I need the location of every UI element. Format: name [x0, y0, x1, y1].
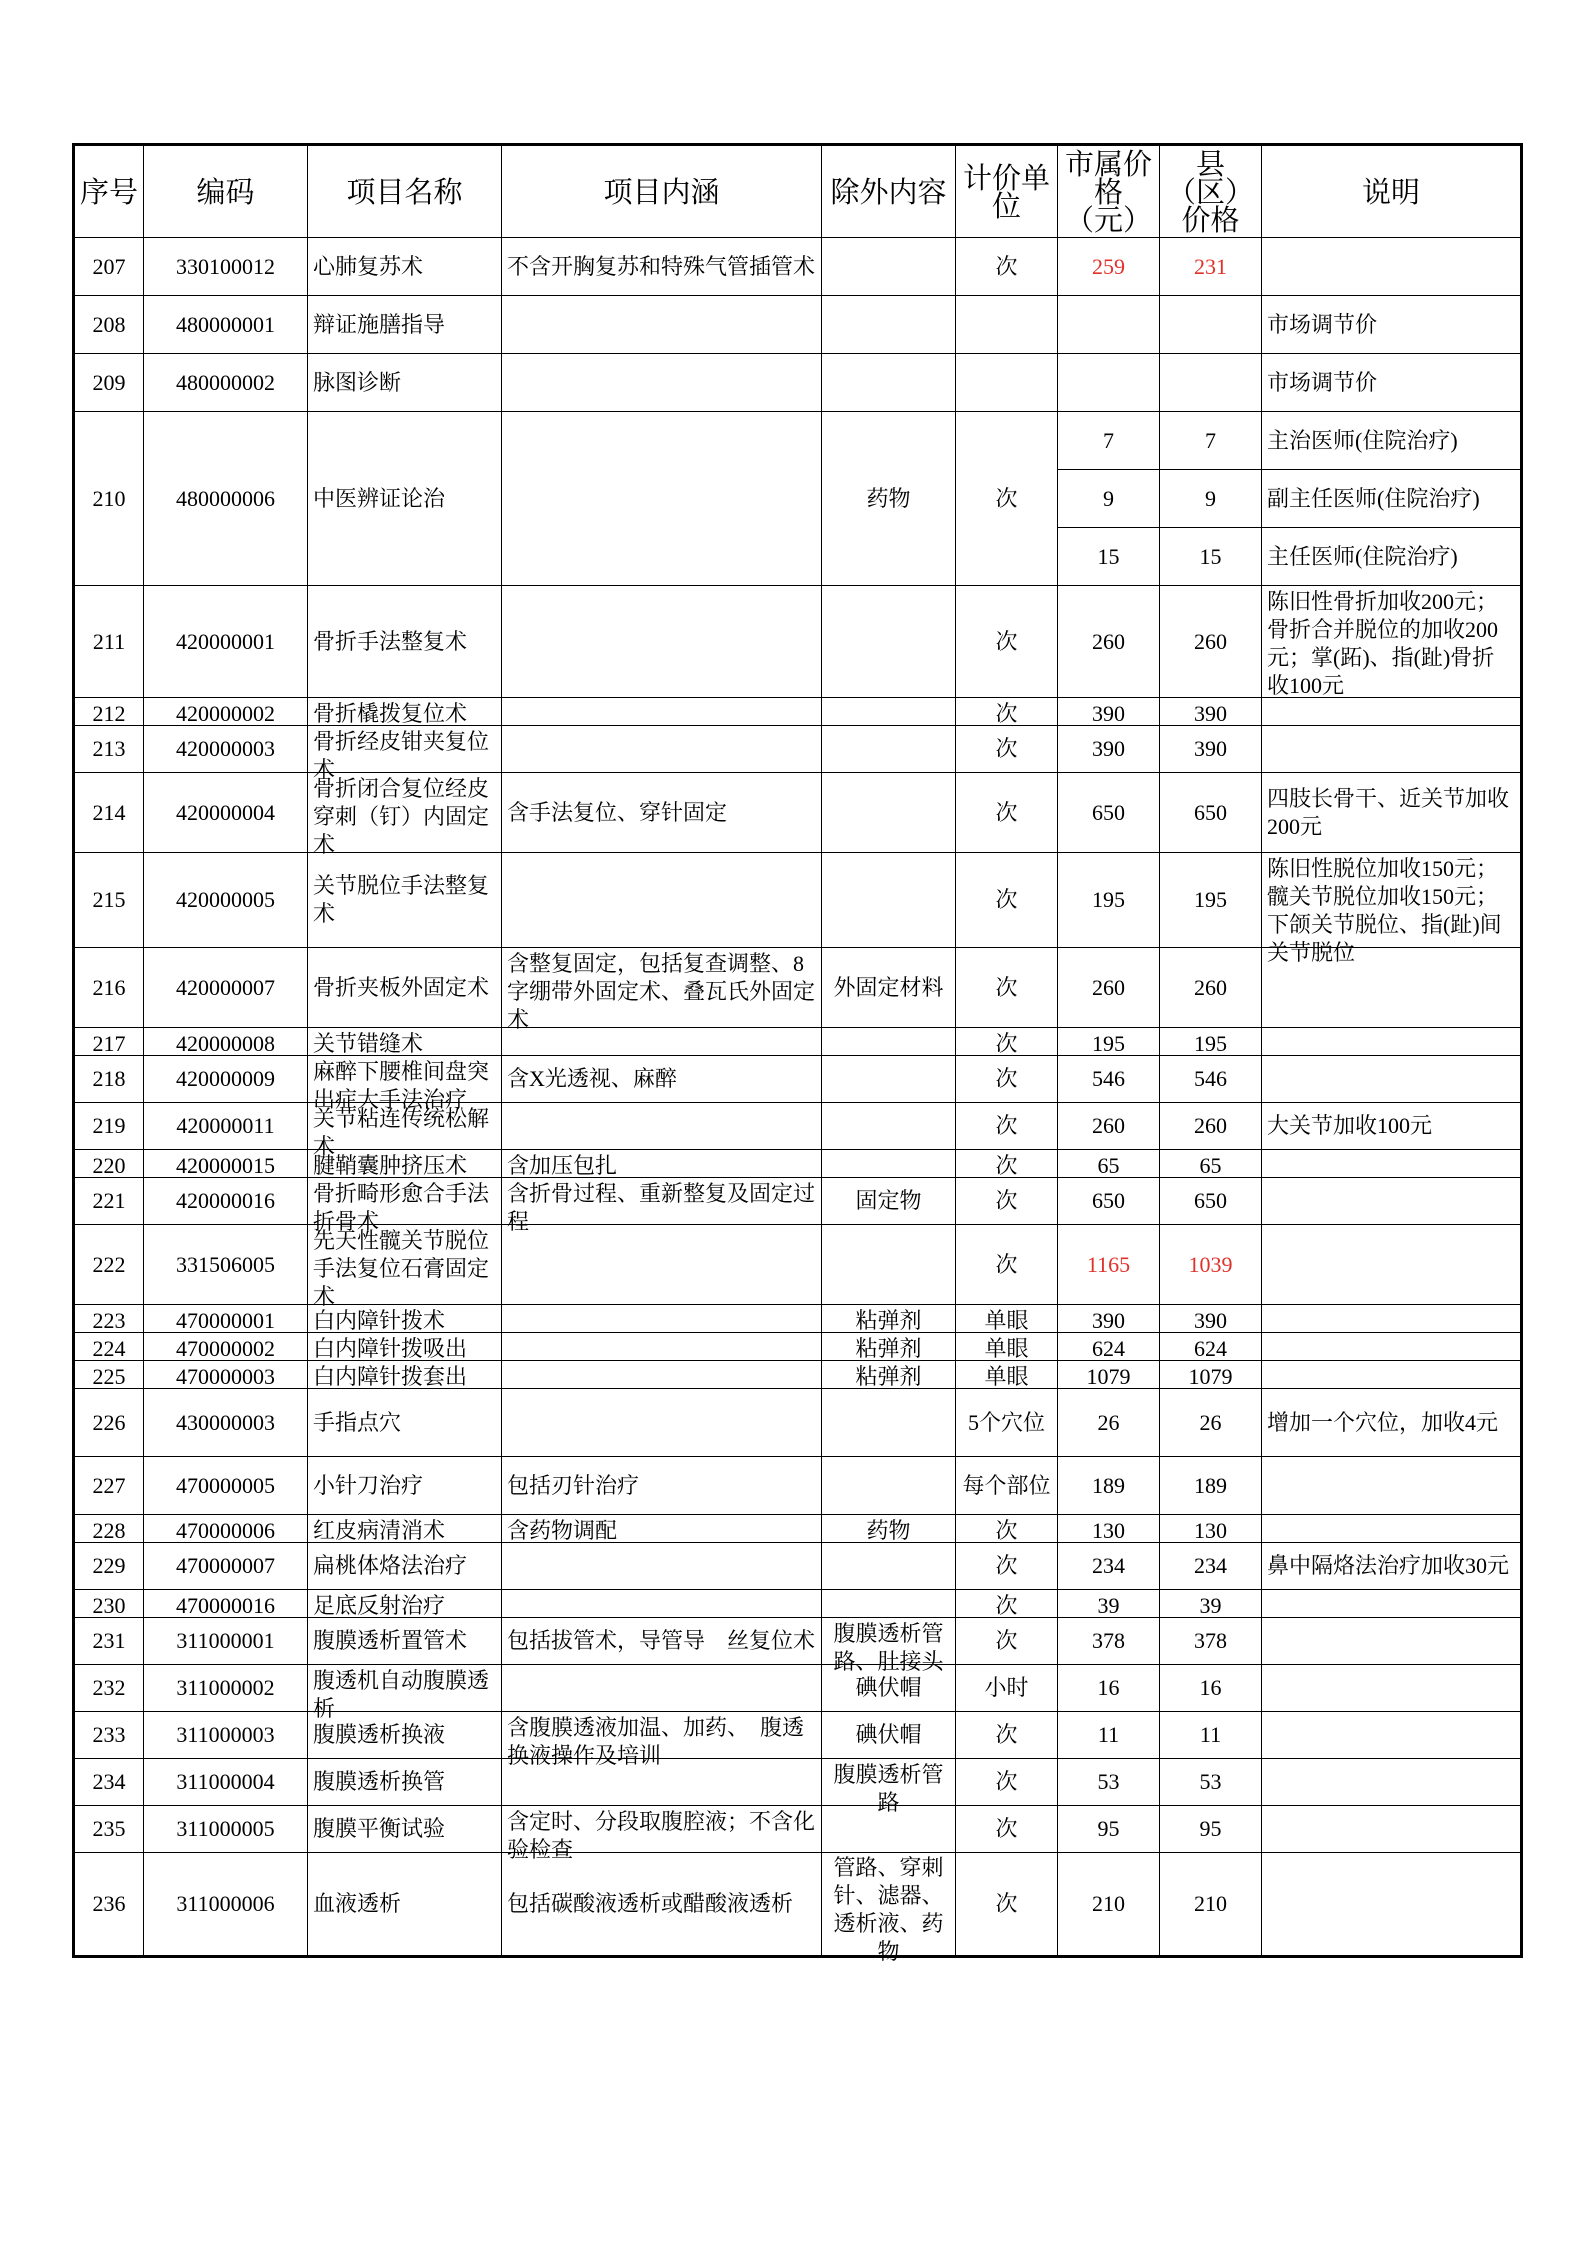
item-name: 关节错缝术 — [313, 1030, 424, 1056]
item-code: 480000001 — [176, 311, 275, 337]
item-name: 中医辨证论治 — [313, 485, 446, 511]
item-code: 311000002 — [176, 1675, 275, 1700]
item-unit: 次 — [995, 1769, 1018, 1794]
item-unit: 次 — [995, 1722, 1018, 1747]
county-price: 9 — [1205, 485, 1216, 511]
price-table-page — [72, 143, 1523, 1964]
city-price: 195 — [1092, 1030, 1125, 1056]
table-row — [74, 1389, 1522, 1457]
header-note: 说明 — [1262, 145, 1522, 238]
county-price: 650 — [1194, 1188, 1227, 1213]
item-unit: 单眼 — [984, 1307, 1029, 1333]
item-code: 470000003 — [176, 1363, 275, 1389]
item-unit: 次 — [995, 700, 1018, 726]
item-note: 市场调节价 — [1267, 311, 1378, 337]
item-unit: 次 — [995, 887, 1018, 912]
item-name: 红皮病清消术 — [313, 1517, 446, 1543]
item-name: 骨折畸形愈合手法折骨术 — [313, 1180, 490, 1234]
row-number: 225 — [92, 1363, 126, 1389]
item-code: 330100012 — [176, 253, 275, 279]
city-price: 189 — [1092, 1472, 1125, 1498]
city-price: 390 — [1092, 1307, 1125, 1333]
city-price: 11 — [1097, 1722, 1120, 1747]
item-content: 含定时、分段取腹腔液；不含化验检查 — [507, 1808, 816, 1862]
item-code: 420000003 — [176, 736, 275, 761]
item-code: 480000002 — [176, 369, 275, 395]
item-content: 含X光透视、麻醉 — [507, 1066, 677, 1091]
header-content: 项目内涵 — [502, 145, 822, 238]
item-exclusions: 腹膜透析管路、肚接头 — [833, 1620, 944, 1674]
table-row — [74, 1103, 1522, 1150]
item-code: 480000006 — [176, 485, 275, 511]
item-code: 420000009 — [176, 1066, 275, 1091]
county-price: 189 — [1194, 1472, 1227, 1498]
item-code: 470000007 — [176, 1553, 275, 1578]
item-code: 420000005 — [176, 887, 275, 912]
county-price: 53 — [1199, 1769, 1222, 1794]
county-price: 1039 — [1188, 1251, 1233, 1277]
row-number: 214 — [92, 799, 126, 825]
table-row — [74, 238, 1522, 296]
item-name: 辩证施膳指导 — [313, 311, 446, 337]
item-unit: 次 — [995, 485, 1018, 511]
row-number: 236 — [92, 1891, 126, 1916]
item-code: 420000015 — [176, 1152, 275, 1178]
county-price: 260 — [1194, 974, 1227, 1000]
item-code: 470000002 — [176, 1335, 275, 1361]
item-name: 脉图诊断 — [313, 369, 402, 395]
item-unit: 次 — [995, 1066, 1018, 1091]
item-content: 含折骨过程、重新整复及固定过程 — [507, 1180, 816, 1234]
item-code: 311000005 — [176, 1816, 275, 1841]
table-row — [74, 1028, 1522, 1056]
item-content: 含整复固定，包括复查调整、8字绷带外固定术、叠瓦氏外固定术 — [507, 950, 816, 1032]
item-content: 含药物调配 — [507, 1517, 618, 1543]
item-content: 含手法复位、穿针固定 — [507, 799, 728, 825]
item-exclusions: 固定物 — [855, 1188, 922, 1213]
item-name: 关节脱位手法整复术 — [313, 873, 490, 926]
item-content: 包括刃针治疗 — [507, 1472, 640, 1498]
item-name: 血液透析 — [313, 1891, 402, 1916]
item-code: 311000006 — [176, 1891, 275, 1916]
table-row — [74, 296, 1522, 354]
item-content: 包括拔管术，导管导 丝复位术 — [507, 1628, 816, 1653]
item-unit: 次 — [995, 628, 1018, 654]
table-row — [74, 1457, 1522, 1515]
item-content: 含加压包扎 — [507, 1152, 618, 1178]
county-price: 1079 — [1188, 1363, 1233, 1389]
row-number: 230 — [92, 1592, 126, 1618]
item-unit: 5个穴位 — [967, 1409, 1045, 1435]
item-code: 420000011 — [176, 1113, 275, 1138]
city-price: 260 — [1092, 1113, 1125, 1138]
row-number: 222 — [92, 1251, 126, 1277]
county-price: 15 — [1199, 543, 1222, 569]
table-row — [74, 1618, 1522, 1665]
row-number: 228 — [92, 1517, 126, 1543]
county-price: 7 — [1205, 427, 1216, 453]
table-row — [74, 1665, 1522, 1712]
item-note: 主任医师(住院治疗) — [1267, 543, 1458, 569]
table-row — [74, 1361, 1522, 1389]
county-price: 95 — [1199, 1816, 1222, 1841]
item-unit: 次 — [995, 1152, 1018, 1178]
item-note: 鼻中隔烙法治疗加收30元 — [1267, 1553, 1510, 1578]
item-unit: 单眼 — [984, 1363, 1029, 1389]
item-code: 430000003 — [176, 1409, 275, 1435]
table-row — [74, 354, 1522, 412]
row-number: 207 — [92, 253, 126, 279]
item-code: 311000001 — [176, 1628, 275, 1653]
table-row — [74, 1515, 1522, 1543]
item-exclusions: 粘弹剂 — [855, 1335, 922, 1361]
table-row — [74, 853, 1522, 948]
item-name: 白内障针拨术 — [313, 1307, 446, 1333]
item-note: 大关节加收100元 — [1267, 1113, 1433, 1138]
item-unit: 每个部位 — [962, 1472, 1051, 1498]
header-exclusions: 除外内容 — [822, 145, 956, 238]
city-price: 546 — [1092, 1066, 1125, 1091]
county-price: 65 — [1199, 1152, 1222, 1178]
item-unit: 小时 — [984, 1675, 1029, 1700]
table-row — [74, 1150, 1522, 1178]
table-row — [74, 726, 1522, 773]
city-price: 53 — [1097, 1769, 1120, 1794]
item-exclusions: 粘弹剂 — [855, 1307, 922, 1333]
row-number: 227 — [92, 1472, 126, 1498]
item-unit: 次 — [995, 1891, 1018, 1916]
county-price: 546 — [1194, 1066, 1227, 1091]
item-exclusions: 碘伏帽 — [855, 1722, 922, 1747]
city-price: 650 — [1092, 1188, 1125, 1213]
item-exclusions: 腹膜透析管路 — [833, 1761, 944, 1815]
item-note: 四肢长骨干、近关节加收200元 — [1267, 785, 1510, 839]
header-unit: 计价单位 — [956, 145, 1058, 238]
item-unit: 次 — [995, 1030, 1018, 1056]
item-content: 包括碳酸液透析或醋酸液透析 — [507, 1891, 794, 1916]
table-row — [74, 1056, 1522, 1103]
item-code: 420000007 — [176, 974, 275, 1000]
table-row — [74, 586, 1522, 698]
item-unit: 次 — [995, 1251, 1018, 1277]
item-name: 腹透机自动腹膜透析 — [313, 1667, 490, 1721]
table-row — [74, 1590, 1522, 1618]
row-number: 231 — [92, 1628, 126, 1653]
row-number: 232 — [92, 1675, 126, 1700]
county-price: 231 — [1194, 253, 1227, 279]
table-row — [74, 1225, 1522, 1305]
item-name: 腱鞘囊肿挤压术 — [313, 1152, 468, 1178]
city-price: 130 — [1092, 1517, 1125, 1543]
city-price: 15 — [1097, 543, 1120, 569]
item-unit: 次 — [995, 1517, 1018, 1543]
row-number: 219 — [92, 1113, 126, 1138]
item-code: 420000002 — [176, 700, 275, 726]
item-unit: 次 — [995, 1113, 1018, 1138]
item-name: 骨折夹板外固定术 — [313, 974, 490, 1000]
item-name: 骨折闭合复位经皮穿刺（钉）内固定术 — [313, 775, 490, 857]
item-exclusions: 药物 — [866, 1517, 911, 1543]
county-price: 16 — [1199, 1675, 1222, 1700]
county-price: 234 — [1194, 1553, 1227, 1578]
price-table — [72, 143, 1523, 1964]
row-number: 220 — [92, 1152, 126, 1178]
item-name: 白内障针拨套出 — [313, 1363, 468, 1389]
item-code: 311000003 — [176, 1722, 275, 1747]
table-row — [74, 1853, 1522, 1957]
item-unit: 次 — [995, 1816, 1018, 1841]
county-price: 26 — [1199, 1409, 1222, 1435]
table-row — [74, 698, 1522, 726]
table-row — [74, 1333, 1522, 1361]
county-price: 11 — [1199, 1722, 1222, 1747]
item-exclusions: 管路、穿刺针、滤器、透析液、药物 — [833, 1855, 944, 1964]
item-unit: 次 — [995, 1592, 1018, 1618]
item-name: 扁桃体烙法治疗 — [313, 1553, 468, 1578]
row-number: 211 — [92, 628, 126, 654]
item-exclusions: 粘弹剂 — [855, 1363, 922, 1389]
county-price: 195 — [1194, 1030, 1227, 1056]
header-name: 项目名称 — [308, 145, 502, 238]
item-code: 470000005 — [176, 1472, 275, 1498]
county-price: 260 — [1194, 628, 1227, 654]
header-city-price: 市属价格（元） — [1058, 145, 1160, 238]
item-code: 331506005 — [176, 1251, 275, 1277]
county-price: 195 — [1194, 887, 1227, 912]
header-code: 编码 — [144, 145, 308, 238]
item-note: 增加一个穴位，加收4元 — [1267, 1409, 1499, 1435]
item-exclusions: 外固定材料 — [833, 974, 944, 1000]
item-unit: 次 — [995, 736, 1018, 761]
table-row — [74, 1178, 1522, 1225]
item-name: 白内障针拨吸出 — [313, 1335, 468, 1361]
county-price: 624 — [1194, 1335, 1227, 1361]
table-row — [74, 1543, 1522, 1590]
item-name: 腹膜透析置管术 — [313, 1628, 468, 1653]
item-note: 陈旧性骨折加收200元；骨折合并脱位的加收200元；掌(跖)、指(趾)骨折收100元 — [1267, 588, 1499, 698]
city-price: 195 — [1092, 887, 1125, 912]
item-name: 骨折经皮钳夹复位术 — [313, 728, 490, 782]
item-name: 足底反射治疗 — [313, 1592, 446, 1618]
city-price: 26 — [1097, 1409, 1120, 1435]
item-code: 470000016 — [176, 1592, 275, 1618]
item-unit: 单眼 — [984, 1335, 1029, 1361]
item-unit: 次 — [995, 974, 1018, 1000]
city-price: 259 — [1092, 253, 1125, 279]
row-number: 234 — [92, 1769, 126, 1794]
item-name: 骨折橇拨复位术 — [313, 700, 468, 726]
item-note: 副主任医师(住院治疗) — [1267, 485, 1480, 511]
header-no: 序号 — [74, 145, 144, 238]
table-row — [74, 1305, 1522, 1333]
city-price: 210 — [1092, 1891, 1125, 1916]
table-row — [74, 1712, 1522, 1759]
item-name: 腹膜透析换管 — [313, 1769, 446, 1794]
row-number: 226 — [92, 1409, 126, 1435]
item-name: 麻醉下腰椎间盘突出症大手法治疗 — [313, 1058, 490, 1112]
item-code: 420000001 — [176, 628, 275, 654]
city-price: 234 — [1092, 1553, 1125, 1578]
item-name: 先天性髋关节脱位手法复位石膏固定术 — [313, 1227, 490, 1309]
item-name: 腹膜透析换液 — [313, 1722, 446, 1747]
item-code: 470000006 — [176, 1517, 275, 1543]
row-number: 215 — [92, 887, 126, 912]
county-price: 260 — [1194, 1113, 1227, 1138]
row-number: 233 — [92, 1722, 126, 1747]
city-price: 9 — [1103, 485, 1114, 511]
item-code: 420000008 — [176, 1030, 275, 1056]
item-name: 腹膜平衡试验 — [313, 1816, 446, 1841]
table-row — [74, 1806, 1522, 1853]
row-number: 212 — [92, 700, 126, 726]
row-number: 208 — [92, 311, 126, 337]
city-price: 39 — [1097, 1592, 1120, 1618]
county-price: 130 — [1194, 1517, 1227, 1543]
header-row — [74, 145, 1522, 238]
item-exclusions: 药物 — [866, 485, 911, 511]
item-content: 含腹膜透液加温、加药、 腹透换液操作及培训 — [507, 1714, 805, 1768]
city-price: 390 — [1092, 700, 1125, 726]
table-row — [74, 773, 1522, 853]
item-unit: 次 — [995, 1628, 1018, 1653]
row-number: 223 — [92, 1307, 126, 1333]
county-price: 390 — [1194, 700, 1227, 726]
item-name: 关节粘连传统松解术 — [313, 1105, 490, 1159]
county-price: 390 — [1194, 1307, 1227, 1333]
city-price: 65 — [1097, 1152, 1120, 1178]
city-price: 378 — [1092, 1628, 1125, 1653]
item-name: 骨折手法整复术 — [313, 628, 468, 654]
item-note: 主治医师(住院治疗) — [1267, 427, 1458, 453]
city-price: 7 — [1103, 427, 1114, 453]
item-code: 420000016 — [176, 1188, 275, 1213]
county-price: 39 — [1199, 1592, 1222, 1618]
row-number: 229 — [92, 1553, 126, 1578]
item-unit: 次 — [995, 1553, 1018, 1578]
row-number: 218 — [92, 1066, 126, 1091]
city-price: 16 — [1097, 1675, 1120, 1700]
row-number: 210 — [92, 485, 126, 511]
city-price: 260 — [1092, 974, 1125, 1000]
table-row — [74, 412, 1522, 470]
county-price: 378 — [1194, 1628, 1227, 1653]
item-exclusions: 碘伏帽 — [855, 1675, 922, 1700]
item-code: 420000004 — [176, 799, 275, 825]
city-price: 650 — [1092, 799, 1125, 825]
row-number: 216 — [92, 974, 126, 1000]
county-price: 210 — [1194, 1891, 1227, 1916]
row-number: 213 — [92, 736, 126, 761]
city-price: 1165 — [1086, 1251, 1131, 1277]
item-code: 470000001 — [176, 1307, 275, 1333]
county-price: 650 — [1194, 799, 1227, 825]
city-price: 260 — [1092, 628, 1125, 654]
city-price: 390 — [1092, 736, 1125, 761]
city-price: 95 — [1097, 1816, 1120, 1841]
header-county-price: 县（区）价格 — [1160, 145, 1262, 238]
item-note: 陈旧性脱位加收150元；髋关节脱位加收150元；下颌关节脱位、指(趾)间关节脱位 — [1267, 855, 1502, 965]
item-note: 市场调节价 — [1267, 369, 1378, 395]
item-content: 不含开胸复苏和特殊气管插管术 — [507, 253, 816, 279]
item-name: 手指点穴 — [313, 1409, 402, 1435]
city-price: 1079 — [1086, 1363, 1131, 1389]
row-number: 221 — [92, 1188, 126, 1213]
item-code: 311000004 — [176, 1769, 275, 1794]
row-number: 235 — [92, 1816, 126, 1841]
item-unit: 次 — [995, 253, 1018, 279]
item-unit: 次 — [995, 1188, 1018, 1213]
row-number: 224 — [92, 1335, 126, 1361]
row-number: 209 — [92, 369, 126, 395]
city-price: 624 — [1092, 1335, 1125, 1361]
county-price: 390 — [1194, 736, 1227, 761]
row-number: 217 — [92, 1030, 126, 1056]
item-name: 小针刀治疗 — [313, 1472, 424, 1498]
item-unit: 次 — [995, 799, 1018, 825]
table-row — [74, 1759, 1522, 1806]
item-name: 心肺复苏术 — [313, 253, 424, 279]
